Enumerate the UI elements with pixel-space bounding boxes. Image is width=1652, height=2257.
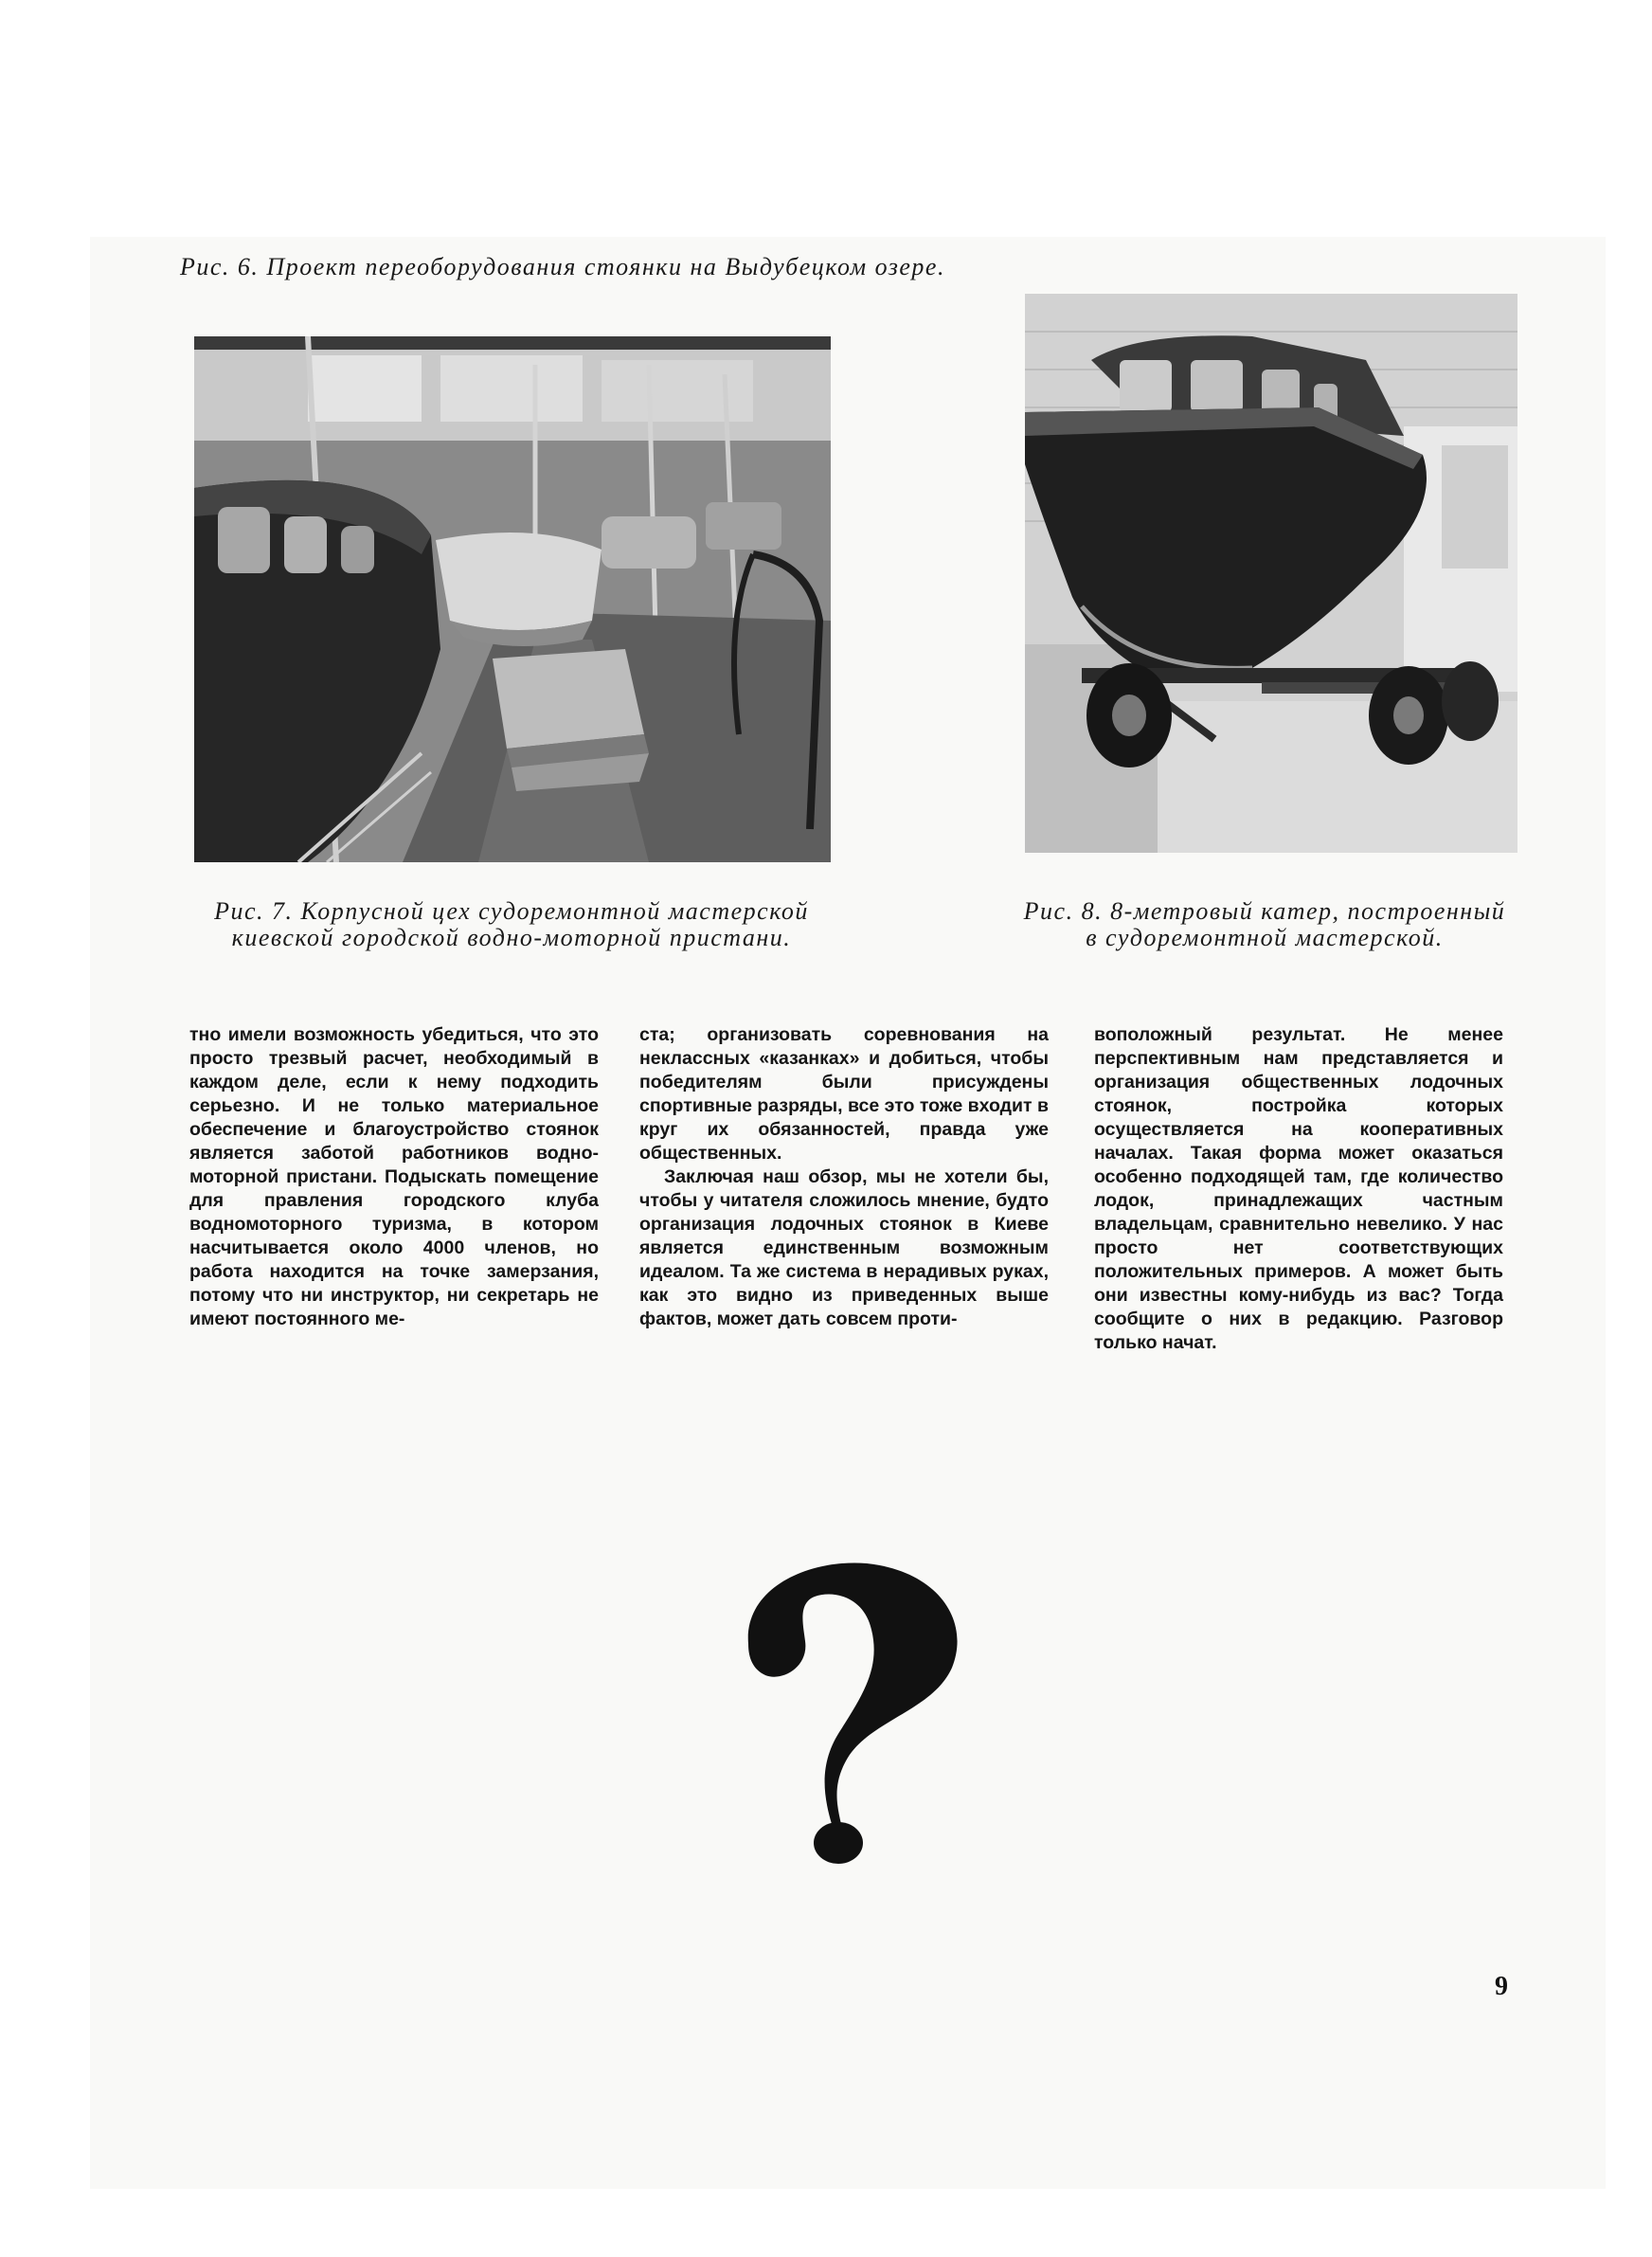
column-2-paragraph-1: ста; организовать соревнования на неклассных «казанках» и добиться, чтобы победителям были присуждены спортивные разряды, все это тоже входит в круг их обязанностей, правда уже общественных. <box>639 1024 1049 1164</box>
figure-8-caption-line-2: в судоремонтной мастерской. <box>1086 924 1444 951</box>
page-number: 9 <box>1495 1972 1508 2001</box>
figure-7-caption-line-2: киевской городской водно-моторной пристани. <box>231 924 792 951</box>
column-1-paragraph: тно имели возможность убедиться, что это просто трезвый расчет, необходимый в каждом деле, если к нему подходить серьезно. И не только материальное обеспечение и благоустройство стоянок является заботой работников водно-моторной пристани. Подыскать помещение для правления городского клуба водномоторного туризма, в котором насчитывается около 4000 членов, но работа находится на точке замерзания, потому что ни инструктор, ни секретарь не имеют постоянного ме- <box>189 1024 599 1329</box>
column-2-paragraph-2: Заключая наш обзор, мы не хотели бы, чтобы у читателя сложилось мнение, будто организация лодочных стоянок в Киеве является единственным возможным идеалом. Та же система в нерадивых руках, как это видно из приведенных выше фактов, может дать совсем проти- <box>639 1166 1049 1329</box>
column-3-paragraph: воположный результат. Не менее перспективным нам представляется и организация общественных лодочных стоянок, постройка которых осуществляется на кооперативных началах. Такая форма может оказаться особенно подходящей там, где количество лодок, принадлежащих частным владельцам, сравнительно невелико. У нас просто нет соответствующих положительных примеров. А может быть они известны кому-нибудь из вас? Тогда сообщите о них в редакцию. Разговор только начат. <box>1094 1024 1503 1353</box>
figure-7-caption-line-1: Рис. 7. Корпусной цех судоремонтной мастерской <box>214 897 809 925</box>
figure-7-photo <box>194 336 831 862</box>
figure-6-caption: Рис. 6. Проект переоборудования стоянки на Выдубецком озере. <box>180 253 945 280</box>
text-column-3 <box>1094 1023 1503 1355</box>
figure-8-photo <box>1025 294 1517 853</box>
figure-8-caption <box>995 898 1535 951</box>
figure-7-caption <box>161 898 862 951</box>
figure-8-caption-line-1: Рис. 8. 8-метровый катер, построенный <box>1023 897 1506 925</box>
text-column-1 <box>189 1023 599 1331</box>
question-mark-icon <box>729 1554 976 1867</box>
text-column-2 <box>639 1023 1049 1331</box>
